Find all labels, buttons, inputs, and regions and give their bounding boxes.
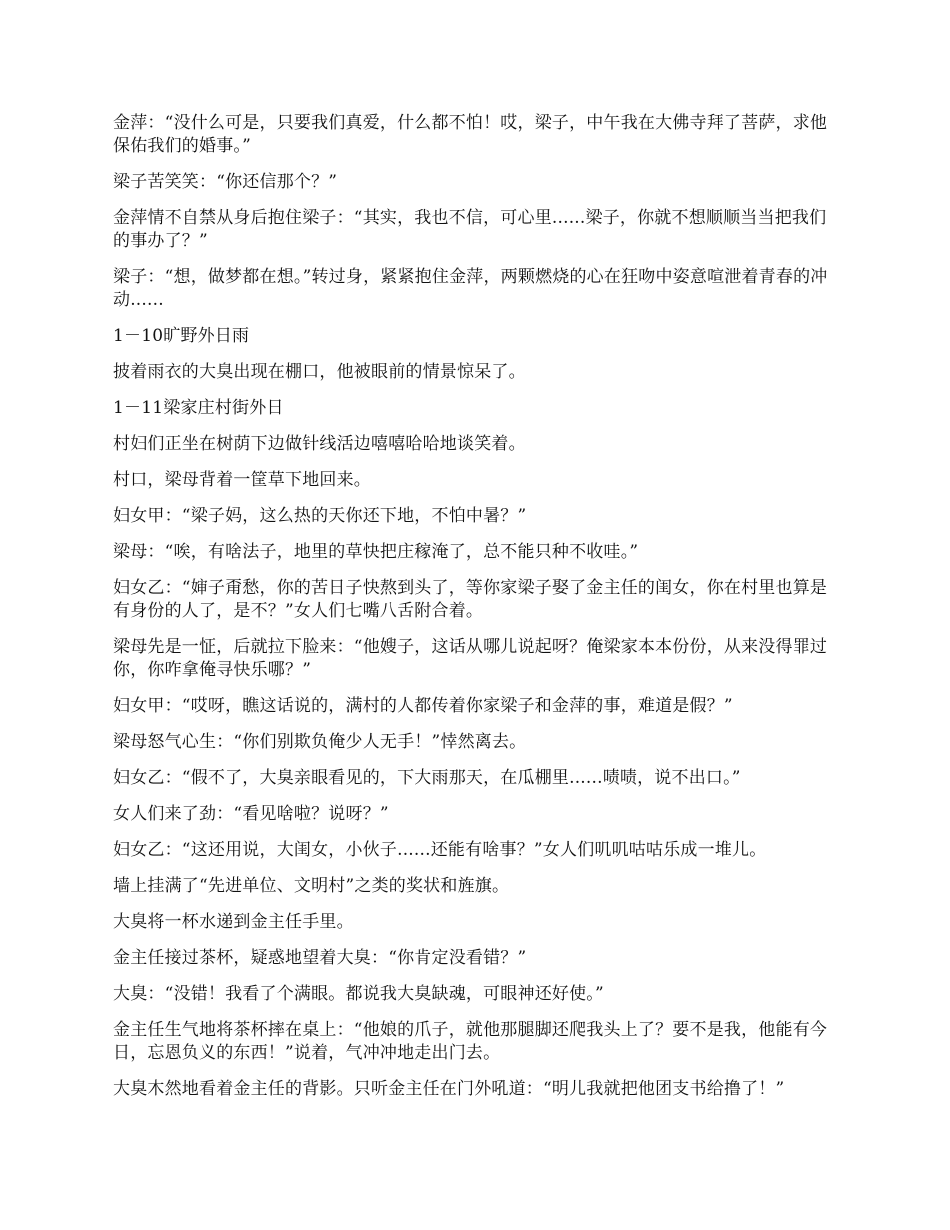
paragraph: 女人们来了劲：“看见啥啦？说呀？” (113, 804, 389, 824)
paragraph: 妇女甲：“梁子妈，这么热的天你还下地，不怕中暑？” (113, 506, 527, 526)
scene-heading: 1－11梁家庄村街外日 (113, 398, 284, 418)
paragraph: 梁母先是一怔，后就拉下脸来：“他嫂子，这话从哪儿说起呀？俺梁家本本份份，从来没得罪过你，你咋拿俺寻快乐哪？” (113, 637, 828, 680)
paragraph: 妇女乙：“婶子甭愁，你的苦日子快熬到头了，等你家梁子娶了金主任的闺女，你在村里也算是有身份的人了，是不？”女人们七嘴八舌附合着。 (113, 578, 828, 621)
paragraph: 墙上挂满了“先进单位、文明村”之类的奖状和旌旗。 (113, 876, 510, 896)
paragraph: 大臭：“没错！我看了个满眼。都说我大臭缺魂，可眼神还好使。” (113, 984, 604, 1004)
paragraph: 金主任接过茶杯，疑惑地望着大臭：“你肯定没看错？” (113, 948, 527, 968)
paragraph: 披着雨衣的大臭出现在棚口，他被眼前的情景惊呆了。 (113, 362, 526, 382)
paragraph: 村口，梁母背着一筐草下地回来。 (113, 470, 371, 490)
paragraph: 妇女甲：“哎呀，瞧这话说的，满村的人都传着你家梁子和金萍的事，难道是假？” (113, 696, 733, 716)
paragraph: 大臭将一杯水递到金主任手里。 (113, 912, 354, 932)
paragraph: 村妇们正坐在树荫下边做针线活边嘻嘻哈哈地谈笑着。 (113, 434, 526, 454)
scene-heading: 1－10旷野外日雨 (113, 326, 250, 346)
paragraph: 梁母：“唉，有啥法子，地里的草快把庄稼淹了，总不能只种不收哇。” (113, 542, 639, 562)
paragraph: 妇女乙：“假不了，大臭亲眼看见的，下大雨那天，在瓜棚里......啧啧，说不出口。” (113, 768, 741, 788)
paragraph: 妇女乙：“这还用说，大闺女，小伙子......还能有啥事？”女人们叽叽咕咕乐成一堆儿。 (113, 840, 767, 860)
paragraph: 金萍：“没什么可是，只要我们真爱，什么都不怕！哎，梁子，中午我在大佛寺拜了菩萨，求他保佑我们的婚事。” (113, 113, 828, 156)
paragraph: 梁子苦笑笑：“你还信那个？” (113, 172, 338, 192)
paragraph: 金主任生气地将茶杯摔在桌上：“他娘的爪子，就他那腿脚还爬我头上了？要不是我，他能有今日，忘恩负义的东西！”说着，气冲冲地走出门去。 (113, 1020, 828, 1063)
paragraph: 金萍情不自禁从身后抱住梁子：“其实，我也不信，可心里......梁子，你就不想顺顺当当把我们的事办了？” (113, 208, 827, 251)
paragraph: 大臭木然地看着金主任的背影。只听金主任在门外吼道：“明儿我就把他团支书给撸了！” (113, 1079, 785, 1099)
document-body (113, 112, 840, 1114)
paragraph: 梁子：“想，做梦都在想。”转过身，紧紧抱住金萍，两颗燃烧的心在狂吻中姿意喧泄着青春的冲动...... (113, 267, 828, 310)
paragraph: 梁母怒气心生：“你们别欺负俺少人无手！”悻然离去。 (113, 732, 527, 752)
